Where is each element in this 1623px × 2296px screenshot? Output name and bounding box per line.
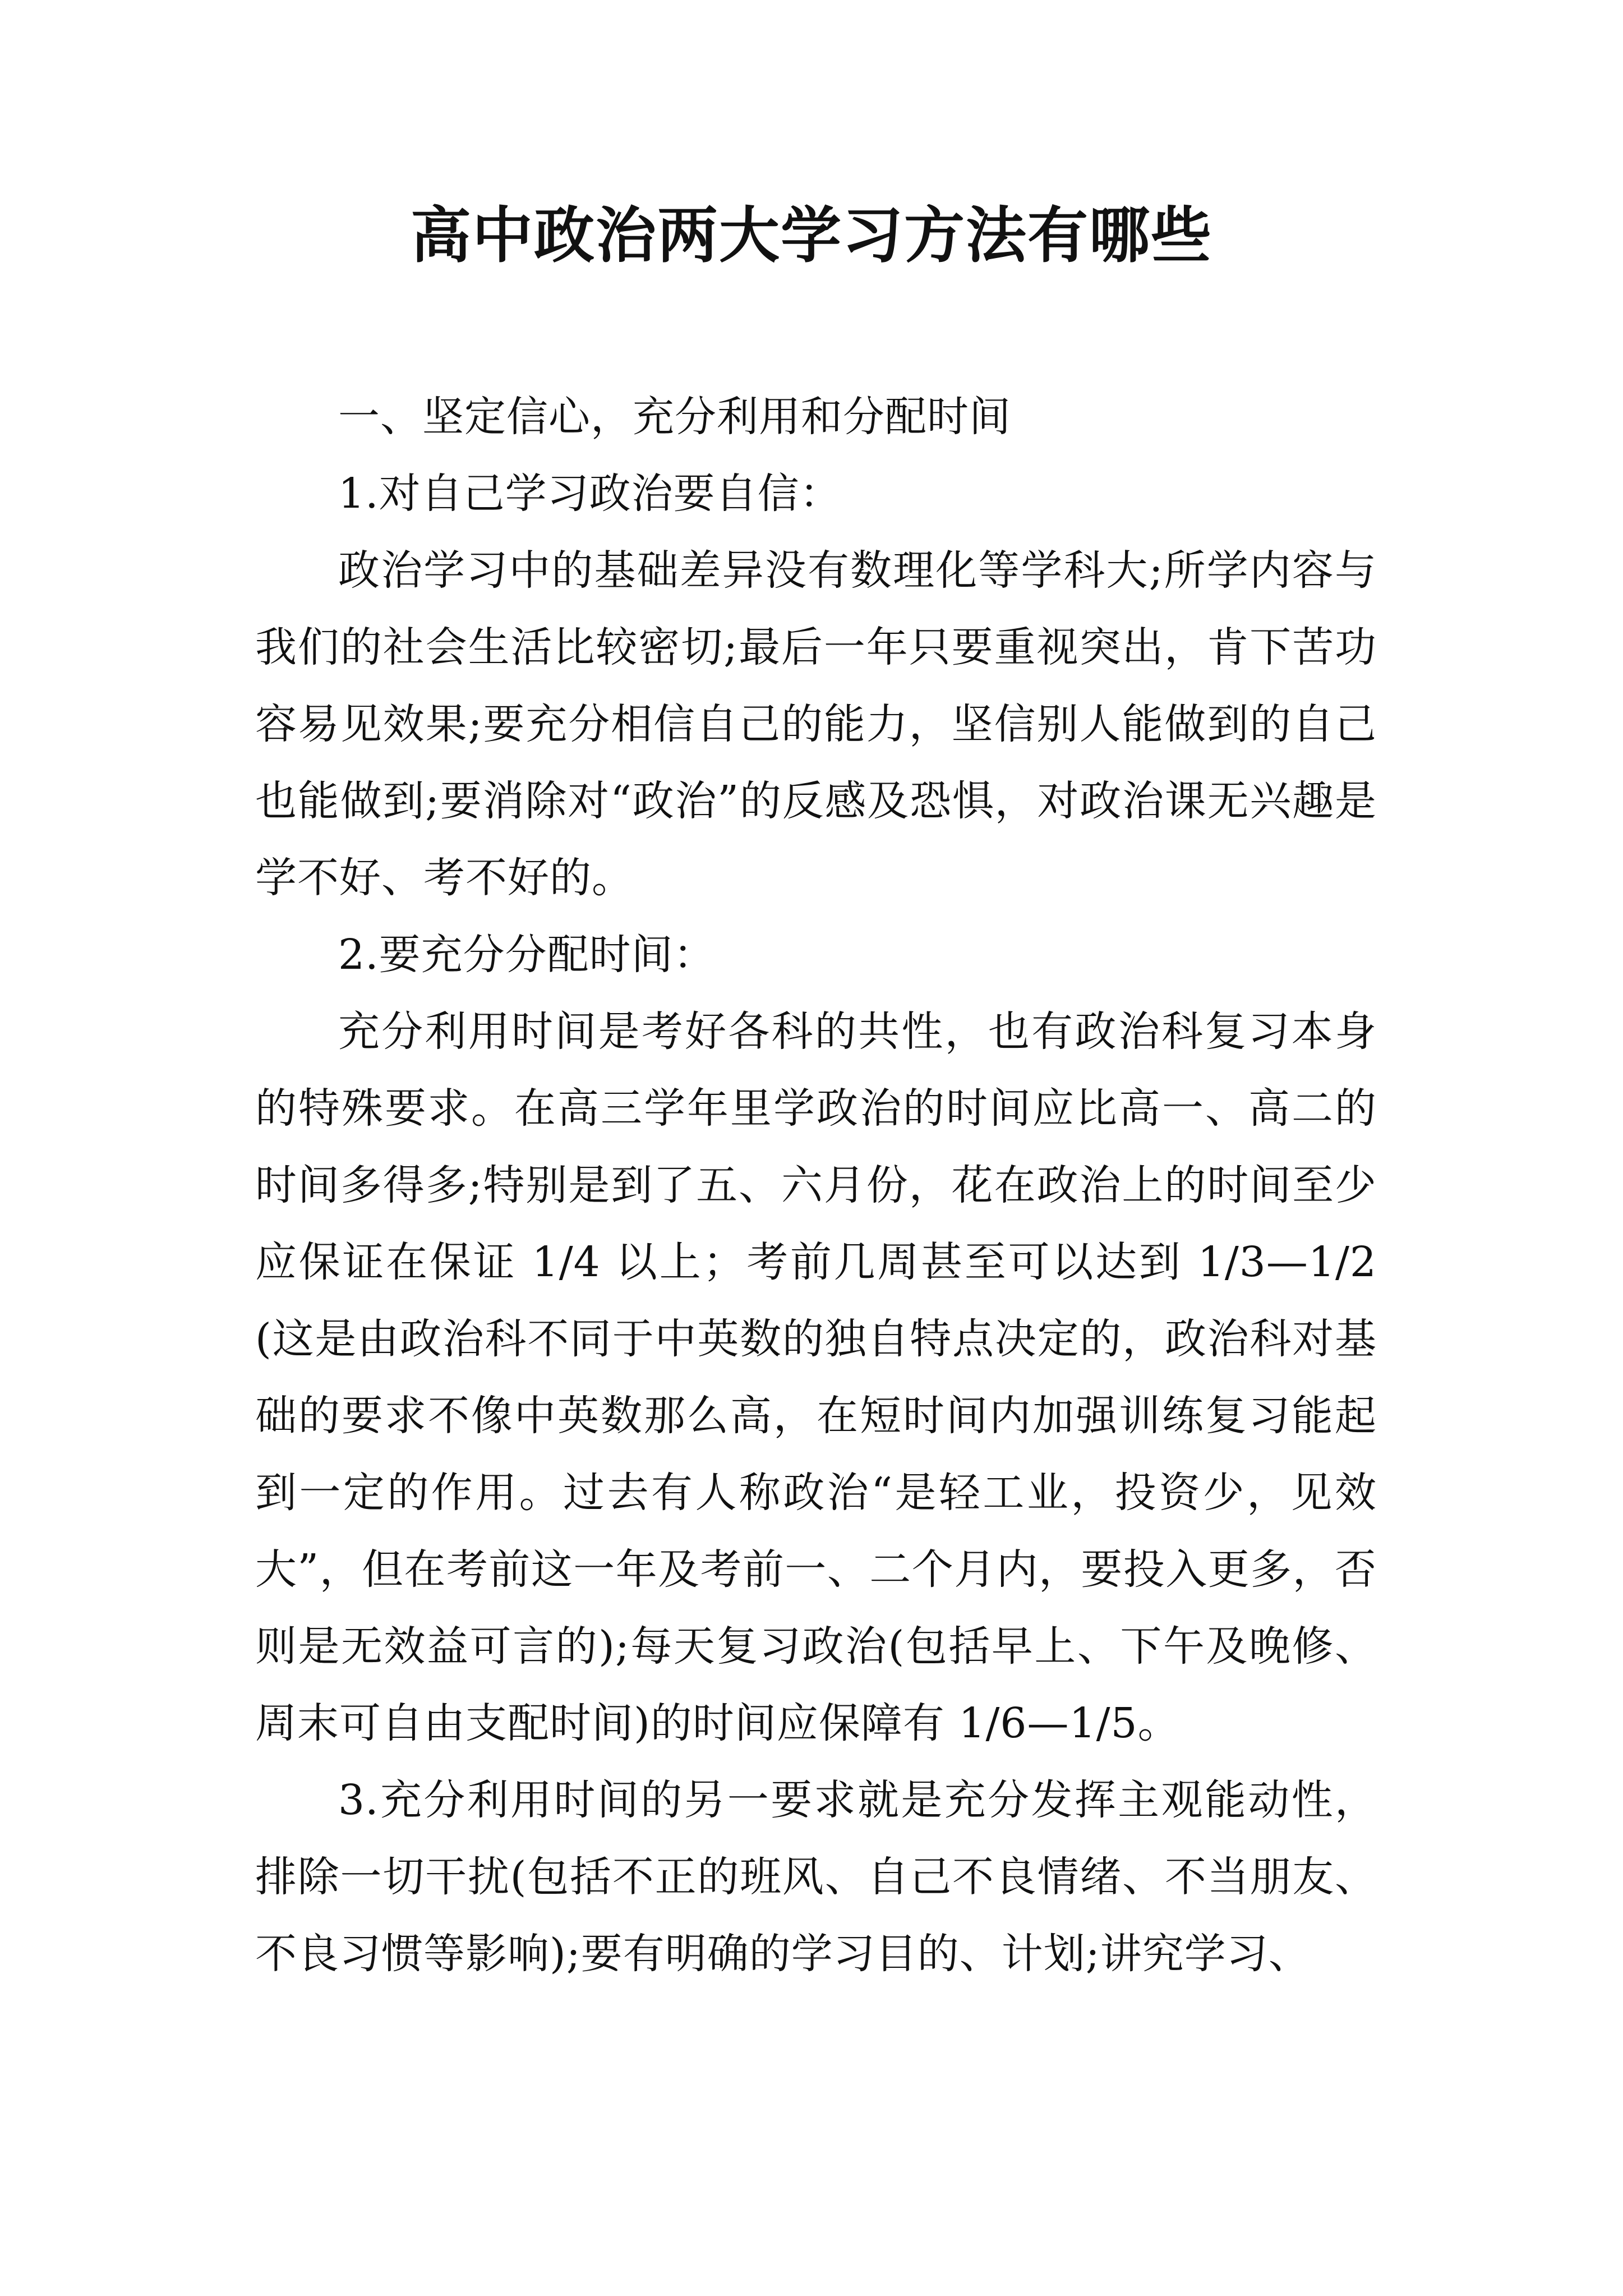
paragraph-1: 政治学习中的基础差异没有数理化等学科大;所学内容与我们的社会生活比较密切;最后一年只要重视突出，肯下苦功容易见效果;要充分相信自己的能力，坚信别人能做到的自己也能做到;要消除对“政治”的反感及恐惧，对政治课无兴趣是学不好、考不好的。	[255, 546, 1377, 902]
paragraph-3: 3.充分利用时间的另一要求就是充分发挥主观能动性，排除一切干扰(包括不正的班风、自己不良情绪、不当朋友、不良习惯等影响);要有明确的学习目的、计划;讲究学习、	[255, 1776, 1377, 1978]
subheading-2: 2.要充分分配时间：	[338, 931, 716, 979]
section-heading: 一、坚定信心，充分利用和分配时间	[338, 393, 1011, 441]
document-title: 高中政治两大学习方法有哪些	[410, 200, 1212, 271]
document-body	[255, 379, 1377, 1993]
paragraph-2: 充分利用时间是考好各科的共性，也有政治科复习本身的特殊要求。在高三学年里学政治的时间应比高一、高二的时间多得多;特别是到了五、六月份，花在政治上的时间至少应保证在保证 1/4 以上；考前几周甚至可以达到 1/3—1/2(这是由政治科不同于中英数的独自特点决定的，政治科对基础的要求不像中英数那么高，在短时间内加强训练复习能起到一定的作用。过去有人称政治“是轻工业，投资少，见效大”，但在考前这一年及考前一、二个月内，要投入更多，否则是无效益可言的);每天复习政治(包括早上、下午及晚修、周末可自由支配时间)的时间应保障有 1/6—1/5。	[255, 1007, 1377, 1747]
subheading-1: 1.对自己学习政治要自信：	[338, 470, 842, 518]
